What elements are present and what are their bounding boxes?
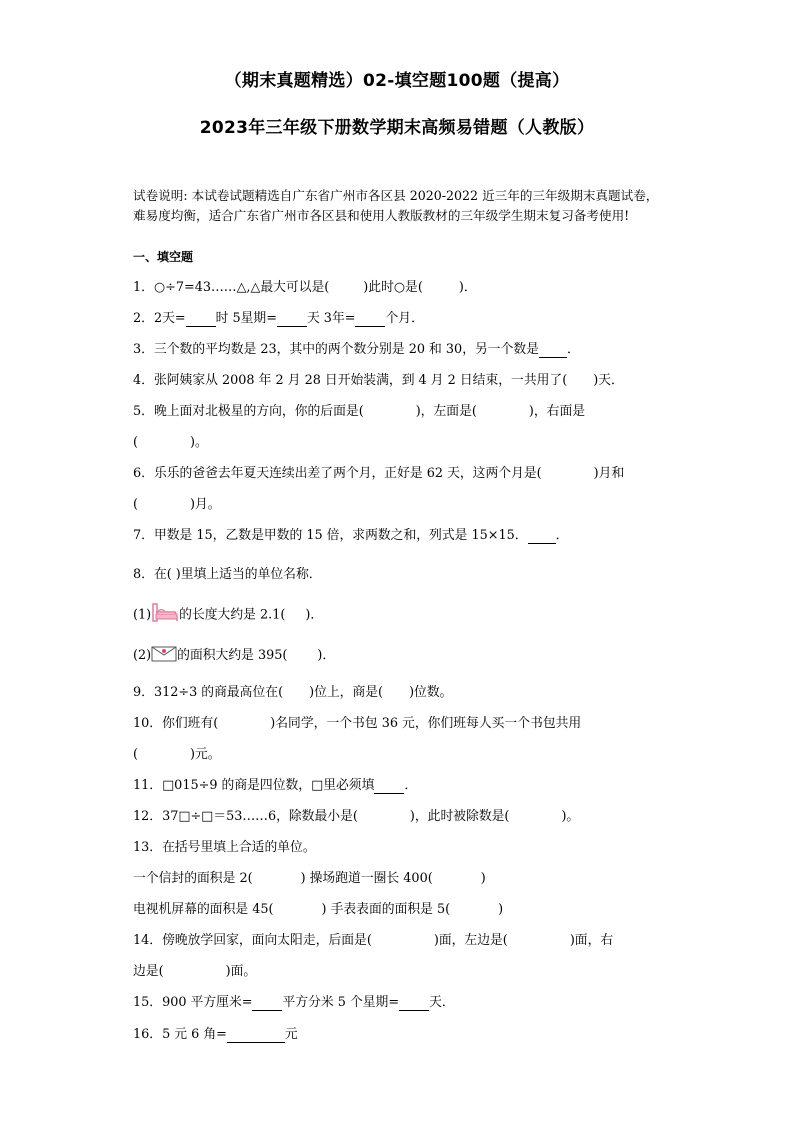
question-3 bbox=[133, 338, 580, 358]
q7-text-a: 7．甲数是 15，乙数是甲数的 15 倍，求两数之和，列式是 15×15． bbox=[133, 528, 528, 543]
q13-r2-text-c: ) bbox=[498, 902, 504, 917]
q15-text-b: 平方分米 5 个星期= bbox=[282, 995, 400, 1010]
envelope-icon bbox=[151, 645, 177, 667]
question-14-line-1 bbox=[133, 929, 613, 948]
question-8-part-2 bbox=[133, 644, 335, 667]
q4-text-b: )天． bbox=[593, 373, 624, 388]
q6-text-d: )月。 bbox=[190, 497, 221, 512]
q8-p1-label: (1) bbox=[133, 607, 152, 623]
question-13 bbox=[133, 836, 316, 855]
q8-p2-label: (2) bbox=[133, 648, 152, 663]
q9-text-c: )位数。 bbox=[409, 685, 453, 700]
q3-text-a: 3．三个数的平均数是 23，其中的两个数分别是 20 和 30，另一个数是 bbox=[133, 342, 539, 357]
exam-description: 试卷说明: 本试卷试题精选自广东省广州市各区县 2020-2022 近三年的三年级期末真题试卷，难易度均衡，适合广东省广州市各区县和使用人教版教材的三年级学生期末复习备考使用! bbox=[133, 188, 659, 223]
question-10-line-2 bbox=[133, 743, 221, 762]
q15-text-c: 天． bbox=[429, 995, 455, 1010]
q14-text-d: 边是( bbox=[133, 964, 164, 979]
q10-text-d: )元。 bbox=[190, 747, 221, 762]
q9-text-a: 9．312÷3 的商最高位在( bbox=[133, 685, 284, 700]
q14-text-b: )面，左边是( bbox=[433, 933, 508, 948]
q13-r1-text-c: ) bbox=[480, 871, 486, 886]
q5-text-c: )，右面是 bbox=[528, 404, 586, 419]
question-5-line-1 bbox=[133, 400, 585, 419]
q11-text-b: ． bbox=[404, 778, 418, 793]
q7-text-b: ． bbox=[555, 528, 569, 543]
q8-p2-end: )． bbox=[317, 648, 336, 663]
q8-p1-end: )． bbox=[305, 607, 324, 623]
question-10-line-1 bbox=[133, 712, 581, 731]
q8-p2-text: 的面积大约是 395( bbox=[177, 648, 288, 663]
q6-text-c: ( bbox=[133, 497, 138, 512]
q10-text-c: ( bbox=[133, 747, 138, 762]
q8-text-a: 8．在( )里填上适当的单位名称． bbox=[133, 567, 322, 582]
q2-blank-3[interactable] bbox=[355, 311, 385, 327]
q13-r1-text-a: 一个信封的面积是 2( bbox=[133, 871, 253, 886]
question-13-row-2 bbox=[133, 898, 503, 917]
q10-text-b: )名同学，一个书包 36 元，你们班每人买一个书包共用 bbox=[270, 716, 582, 731]
q6-text-a: 6．乐乐的爸爸去年夏天连续出差了两个月，正好是 62 天，这两个月是( bbox=[133, 466, 542, 481]
document-title: （期末真题精选）02-填空题100题（提高） bbox=[224, 71, 570, 91]
question-12 bbox=[133, 805, 579, 824]
q5-text-b: )，左面是( bbox=[415, 404, 477, 419]
q14-text-a: 14．傍晚放学回家，面向太阳走，后面是( bbox=[133, 933, 372, 948]
question-6-line-2 bbox=[133, 493, 221, 512]
q2-text-a: 2．2天= bbox=[133, 311, 186, 326]
q16-text-b: 元 bbox=[284, 1027, 298, 1042]
q1-text-b: )此时○是( bbox=[363, 280, 423, 295]
question-13-row-1 bbox=[133, 867, 486, 886]
question-14-line-2 bbox=[133, 960, 256, 979]
q9-text-b: )位上，商是( bbox=[309, 685, 384, 700]
q2-blank-2[interactable] bbox=[277, 311, 307, 327]
q13-r1-text-b: ) 操场跑道一圈长 400( bbox=[300, 871, 433, 886]
q1-text-c: )． bbox=[458, 280, 477, 295]
q14-text-e: )面。 bbox=[225, 964, 257, 979]
q6-text-b: )月和 bbox=[593, 466, 625, 481]
q15-blank-2[interactable] bbox=[399, 995, 429, 1011]
q2-blank-1[interactable] bbox=[186, 311, 216, 327]
q5-text-a: 5．晚上面对北极星的方向，你的后面是( bbox=[133, 404, 364, 419]
q2-text-d: 个月． bbox=[385, 311, 424, 326]
question-1 bbox=[133, 276, 477, 295]
q14-text-c: )面，右 bbox=[569, 933, 614, 948]
q12-text-b: )，此时被除数是( bbox=[409, 809, 510, 824]
q12-text-a: 12．37□÷□＝53……6，除数最小是( bbox=[133, 809, 358, 824]
question-8-part-1 bbox=[133, 602, 323, 628]
q2-text-c: 天 3年= bbox=[306, 311, 356, 326]
q11-blank[interactable] bbox=[374, 778, 404, 794]
question-15 bbox=[133, 991, 455, 1011]
document-subtitle: 2023年三年级下册数学期末高频易错题（人教版） bbox=[199, 118, 595, 138]
bed-icon bbox=[151, 602, 179, 628]
q13-r2-text-b: ) 手表表面的面积是 5( bbox=[321, 902, 451, 917]
question-2 bbox=[133, 307, 424, 327]
q5-text-d: ( bbox=[133, 435, 138, 450]
q10-text-a: 10．你们班有( bbox=[133, 716, 219, 731]
q8-p1-text: 的长度大约是 2.1( bbox=[179, 607, 286, 623]
question-7 bbox=[133, 524, 568, 544]
q4-text-a: 4．张阿姨家从 2008 年 2 月 28 日开始装满，到 4 月 2 日结束，一共用了( bbox=[133, 373, 568, 388]
question-4 bbox=[133, 369, 624, 388]
q15-text-a: 15．900 平方厘米= bbox=[133, 995, 253, 1010]
q3-text-b: ． bbox=[566, 342, 580, 357]
q5-text-e: )。 bbox=[190, 435, 208, 450]
q12-text-c: )。 bbox=[561, 809, 580, 824]
q2-text-b: 时 5星期= bbox=[215, 311, 277, 326]
q7-blank[interactable] bbox=[528, 528, 556, 544]
section-title: 一、填空题 bbox=[133, 250, 194, 264]
q16-text-a: 16．5 元 6 角= bbox=[133, 1027, 227, 1042]
question-5-line-2 bbox=[133, 431, 208, 450]
q16-blank[interactable] bbox=[227, 1027, 285, 1043]
question-16 bbox=[133, 1023, 298, 1043]
question-8 bbox=[133, 563, 322, 582]
q11-text-a: 11．□015÷9 的商是四位数，□里必须填 bbox=[133, 778, 375, 793]
question-9 bbox=[133, 681, 452, 700]
q13-text-a: 13．在括号里填上合适的单位。 bbox=[133, 840, 316, 855]
question-6-line-1 bbox=[133, 462, 624, 481]
q3-blank[interactable] bbox=[539, 342, 567, 358]
q13-r2-text-a: 电视机屏幕的面积是 45( bbox=[133, 902, 274, 917]
q15-blank-1[interactable] bbox=[252, 995, 282, 1011]
question-11 bbox=[133, 774, 417, 794]
q1-text-a: 1．○÷7=43……△,△最大可以是( bbox=[133, 280, 330, 295]
